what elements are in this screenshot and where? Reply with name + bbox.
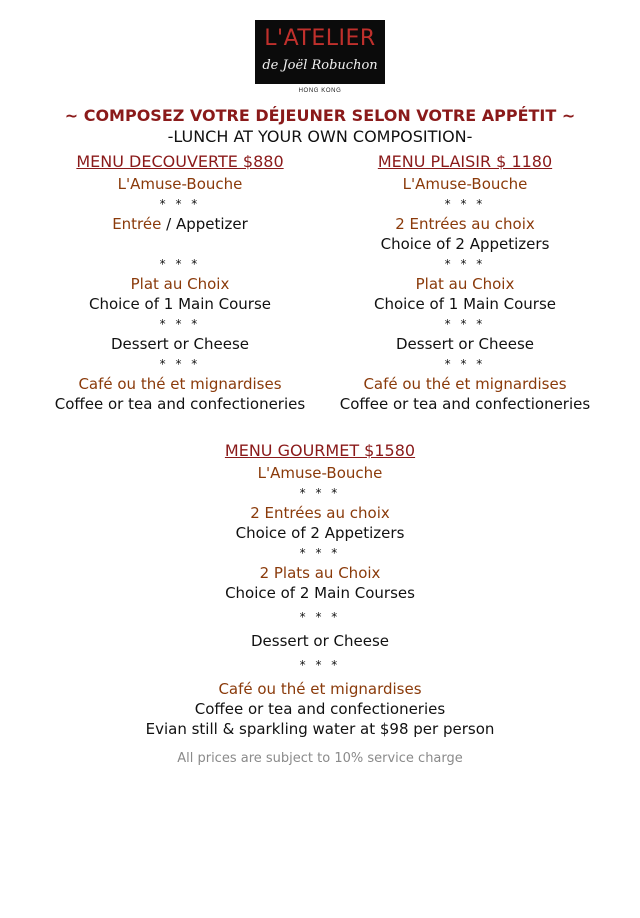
- menu-plaisir: [325, 150, 605, 414]
- logo-line-2: de Joël Robuchon: [262, 58, 378, 73]
- entree-french: 2 Entrées au choix: [395, 215, 535, 233]
- separator-stars: * * *: [299, 658, 341, 672]
- cafe-english: Coffee or tea and confectioneries: [194, 700, 446, 718]
- entree-separator: /: [161, 215, 176, 233]
- separator-stars: * * *: [299, 486, 341, 500]
- cafe-french: Café ou thé et mignardises: [363, 375, 567, 393]
- entree-english: Appetizer: [175, 215, 248, 233]
- entree-french: Entrée: [112, 215, 162, 233]
- service-charge-note: All prices are subject to 10% service charge: [177, 751, 463, 766]
- plat-english: Choice of 2 Main Courses: [225, 584, 415, 602]
- separator-stars: * * *: [159, 257, 201, 271]
- separator-stars: * * *: [299, 546, 341, 560]
- entree-english: Choice of 2 Appetizers: [235, 524, 405, 542]
- separator-stars: * * *: [444, 257, 486, 271]
- separator-stars: * * *: [159, 317, 201, 331]
- separator-stars: * * *: [444, 357, 486, 371]
- entree-english: Choice of 2 Appetizers: [380, 235, 550, 253]
- logo-line-1: L'ATELIER: [264, 26, 376, 51]
- cafe-french: Café ou thé et mignardises: [78, 375, 282, 393]
- menu-decouverte: [40, 150, 320, 414]
- page-subtitle: -LUNCH AT YOUR OWN COMPOSITION-: [167, 127, 473, 146]
- cafe-french: Café ou thé et mignardises: [218, 680, 422, 698]
- logo-container: [0, 20, 640, 89]
- separator-stars: * * *: [444, 317, 486, 331]
- separator-stars: * * *: [444, 197, 486, 211]
- entree-french: 2 Entrées au choix: [250, 504, 390, 522]
- entree-line: [40, 214, 320, 234]
- restaurant-logo: [255, 20, 385, 84]
- logo-city: HONG KONG: [298, 88, 342, 94]
- plat-french: Plat au Choix: [415, 275, 515, 293]
- menu-title: MENU GOURMET $1580: [224, 441, 416, 460]
- cafe-english: Coffee or tea and confectioneries: [339, 395, 591, 413]
- menu-gourmet: [120, 439, 520, 769]
- menu-title: MENU PLAISIR $ 1180: [377, 152, 553, 171]
- page-title: ~ COMPOSEZ VOTRE DÉJEUNER SELON VOTRE APPÉTIT ~: [64, 106, 576, 125]
- plat-french: 2 Plats au Choix: [259, 564, 381, 582]
- separator-stars: * * *: [159, 197, 201, 211]
- dessert-line: Dessert or Cheese: [250, 632, 390, 650]
- amuse-bouche: L'Amuse-Bouche: [257, 464, 383, 482]
- separator-stars: * * *: [299, 610, 341, 624]
- separator-stars: * * *: [159, 357, 201, 371]
- dessert-line: Dessert or Cheese: [110, 335, 250, 353]
- plat-english: Choice of 1 Main Course: [88, 295, 272, 313]
- amuse-bouche: L'Amuse-Bouche: [117, 175, 243, 193]
- amuse-bouche: L'Amuse-Bouche: [402, 175, 528, 193]
- menu-title: MENU DECOUVERTE $880: [76, 152, 284, 171]
- plat-english: Choice of 1 Main Course: [373, 295, 557, 313]
- plat-french: Plat au Choix: [130, 275, 230, 293]
- cafe-english: Coffee or tea and confectioneries: [54, 395, 306, 413]
- water-note: Evian still & sparkling water at $98 per person: [145, 720, 495, 738]
- dessert-line: Dessert or Cheese: [395, 335, 535, 353]
